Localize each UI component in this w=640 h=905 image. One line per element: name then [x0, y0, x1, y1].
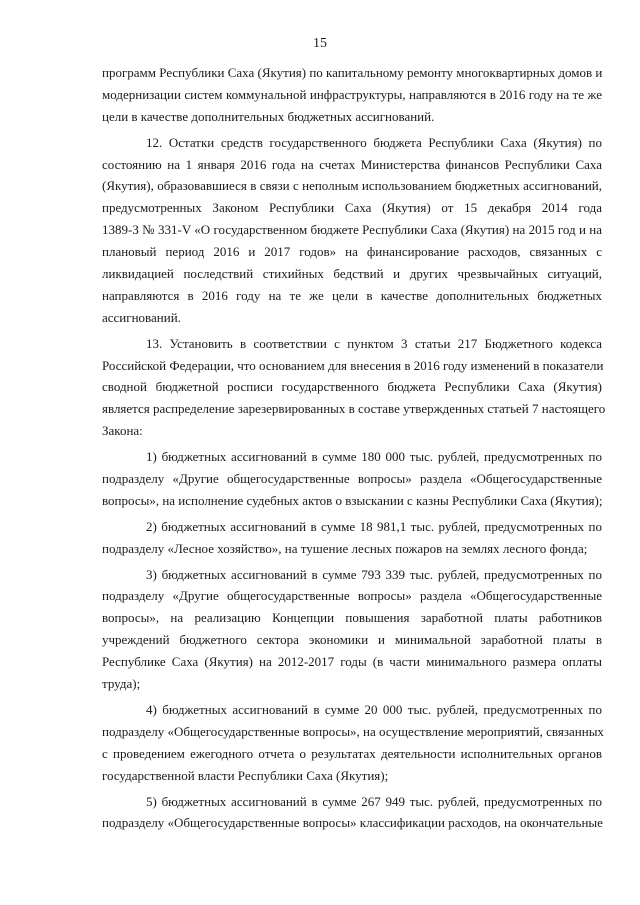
text-line: сводной бюджетной росписи государственного бюджета Республики Саха (Якутия) — [102, 379, 602, 395]
text-line: подразделу «Общегосударственные вопросы», на осуществление мероприятий, связанных — [102, 723, 604, 739]
paragraph — [102, 791, 602, 835]
text-line: программ Республики Саха (Якутия) по капитальному ремонту многоквартирных домов и — [102, 65, 603, 80]
text-line: (Якутия), образовавшиеся в связи с неполным использованием бюджетных ассигнований, — [102, 178, 602, 194]
text-line: подразделу «Общегосударственные вопросы» классификации расходов, на окончательные — [102, 815, 603, 831]
text-line: 13. Установить в соответствии с пунктом 3 статьи 217 Бюджетного кодекса — [146, 335, 602, 351]
text-line: Закона: — [102, 423, 143, 439]
text-line: модернизации систем коммунальной инфраструктуры, направляются в 2016 году на те же — [102, 86, 602, 102]
text-line: подразделу «Другие общегосударственные вопросы» раздела «Общегосударственные — [102, 588, 602, 604]
text-line: труда); — [102, 676, 141, 692]
paragraph — [102, 333, 606, 442]
text-line: плановый период 2016 и 2017 годов» на финансирование расходов, связанных с — [102, 244, 602, 260]
text-line: направляются в 2016 году на те же цели в качестве дополнительных бюджетных — [102, 287, 602, 303]
text-line: состоянию на 1 января 2016 года на счетах Министерства финансов Республики Саха — [102, 156, 602, 172]
text-line: 3) бюджетных ассигнований в сумме 793 339 тыс. рублей, предусмотренных по — [146, 566, 602, 582]
text-line: 2) бюджетных ассигнований в сумме 18 981,1 тыс. рублей, предусмотренных по — [146, 518, 602, 534]
paragraph — [102, 516, 602, 560]
text-line: 12. Остатки средств государственного бюджета Республики Саха (Якутия) по — [146, 134, 602, 150]
text-line: 1389-З № 331-V «О государственном бюджете Республики Саха (Якутия) на 2015 год и на — [102, 222, 602, 238]
text-line: цели в качестве дополнительных бюджетных ассигнований. — [102, 108, 435, 124]
paragraph — [102, 132, 602, 329]
text-line: Российской Федерации, что основанием для внесения в 2016 году изменений в показатели — [102, 357, 604, 373]
text-line: государственной власти Республики Саха (Якутия); — [102, 767, 389, 783]
paragraph — [102, 62, 602, 128]
text-line: с проведением ежегодного отчета о результатах деятельности исполнительных органов — [102, 745, 602, 761]
text-line: подразделу «Другие общегосударственные вопросы» раздела «Общегосударственные — [102, 471, 602, 487]
paragraph — [102, 564, 602, 695]
text-line: является распределение зарезервированных в составе утвержденных статьей 7 настоящего — [102, 401, 606, 417]
text-line: вопросы», на реализацию Концепции повышения заработной платы работников — [102, 610, 602, 626]
text-line: 1) бюджетных ассигнований в сумме 180 000 тыс. рублей, предусмотренных по — [146, 449, 602, 465]
text-line: учреждений бюджетного сектора экономики и минимальной заработной платы в — [102, 632, 602, 648]
text-line: 5) бюджетных ассигнований в сумме 267 949 тыс. рублей, предусмотренных по — [146, 793, 602, 809]
text-line: ассигнований. — [102, 309, 181, 325]
document-body — [102, 62, 606, 838]
paragraph — [102, 446, 602, 512]
text-line: ликвидацией последствий стихийных бедствий и других чрезвычайных ситуаций, — [102, 266, 602, 282]
text-line: подразделу «Лесное хозяйство», на тушение лесных пожаров на землях лесного фонда; — [102, 540, 588, 556]
text-line: Республике Саха (Якутия) на 2012-2017 годы (в части минимального размера оплаты — [102, 654, 602, 670]
paragraph — [102, 699, 602, 787]
text-line: 4) бюджетных ассигнований в сумме 20 000 тыс. рублей, предусмотренных по — [146, 701, 602, 717]
text-line: вопросы», на исполнение судебных актов о взыскании с казны Республики Саха (Якутия); — [102, 492, 603, 508]
text-line: предусмотренных Законом Республики Саха (Якутия) от 15 декабря 2014 года — [102, 200, 602, 216]
page-number: 15 — [313, 36, 327, 51]
